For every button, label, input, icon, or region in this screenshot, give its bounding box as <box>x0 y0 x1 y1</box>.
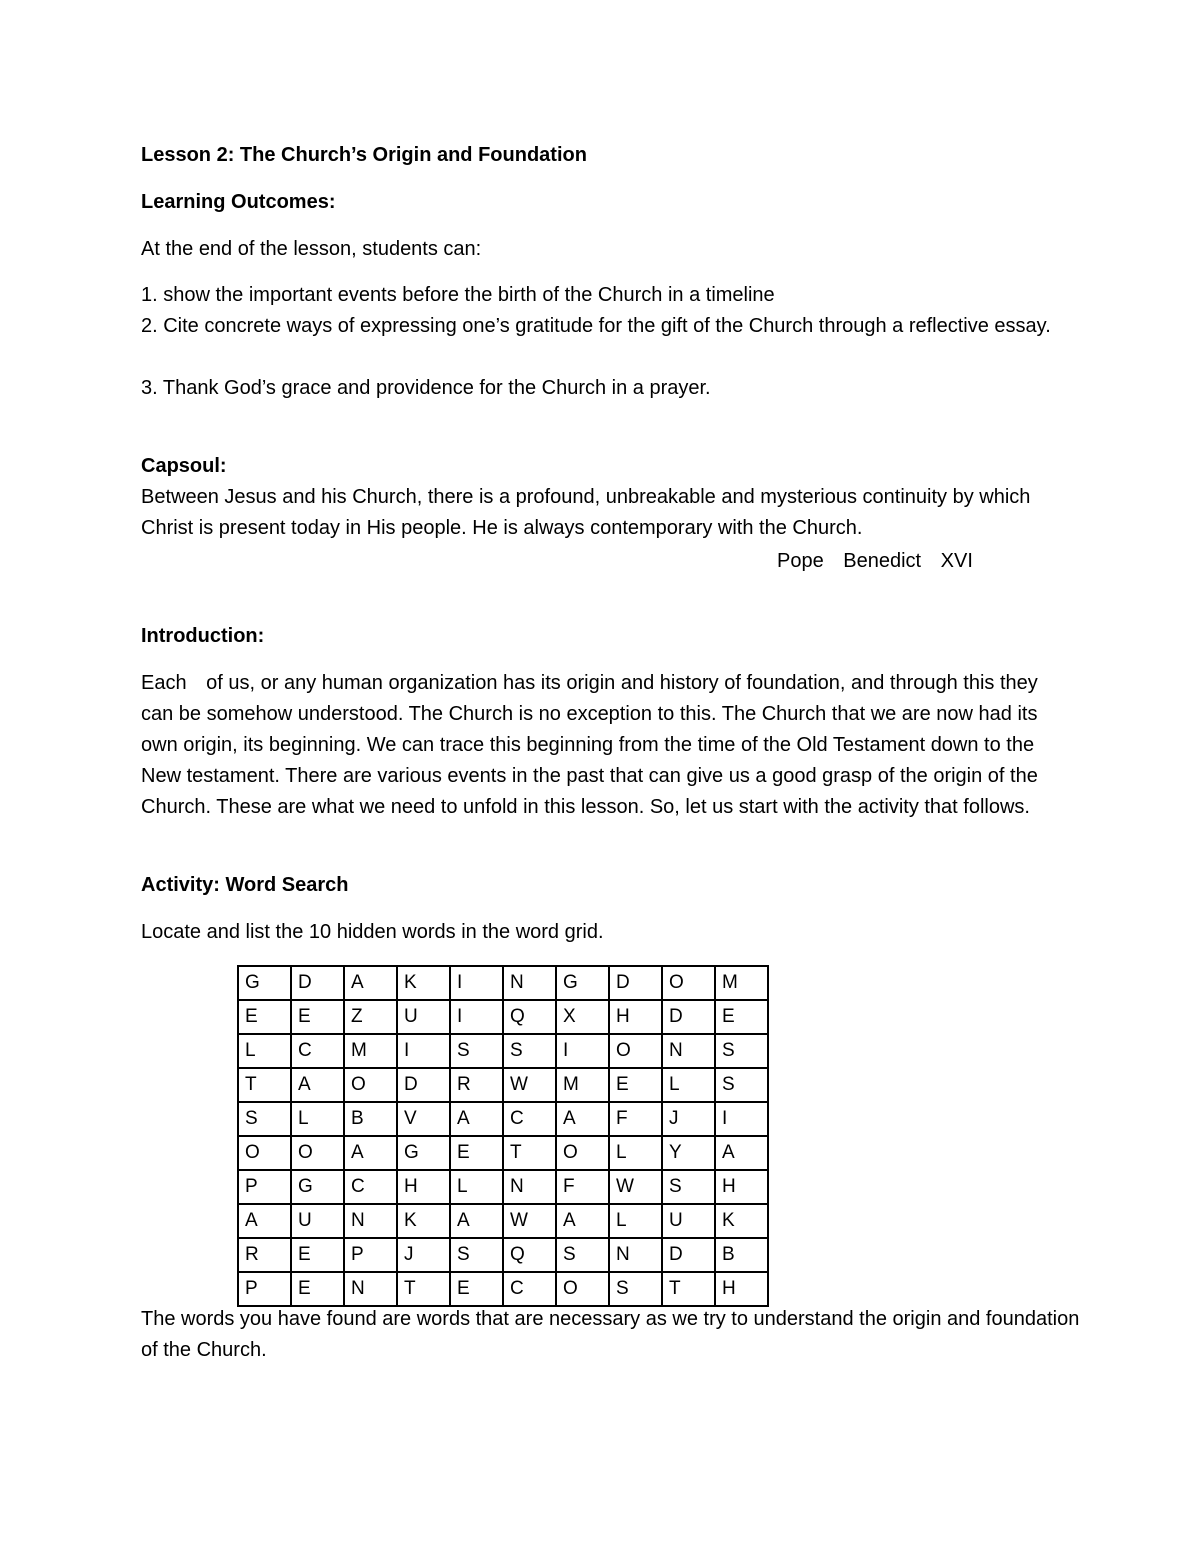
grid-cell: S <box>715 1034 768 1068</box>
grid-cell: C <box>291 1034 344 1068</box>
grid-cell: O <box>556 1136 609 1170</box>
grid-cell: D <box>609 966 662 1000</box>
introduction-body: of us, or any human organization has its origin and history of foundation, and through this they can be somehow understood. The Church is no exception to this. The Church that we are now had its own origin, its beginning. We can trace this beginning from the time of the Old Testament down to the New testament. There are various events in the past that can give us a good grasp of the origin of the Church. These are what we need to unfold in this lesson. So, let us start with the activity that follows. <box>141 672 1038 818</box>
grid-cell: T <box>397 1272 450 1306</box>
grid-row <box>238 1170 768 1204</box>
grid-cell: E <box>238 1000 291 1034</box>
grid-cell: R <box>238 1238 291 1272</box>
grid-cell: O <box>609 1034 662 1068</box>
grid-cell: A <box>715 1136 768 1170</box>
grid-cell: M <box>344 1034 397 1068</box>
grid-cell: L <box>291 1102 344 1136</box>
grid-cell: S <box>609 1272 662 1306</box>
grid-cell: N <box>609 1238 662 1272</box>
grid-cell: D <box>662 1238 715 1272</box>
grid-cell: E <box>609 1068 662 1102</box>
activity-heading: Activity: Word Search <box>141 874 349 896</box>
grid-row <box>238 1136 768 1170</box>
grid-cell: A <box>238 1204 291 1238</box>
grid-cell: E <box>291 1000 344 1034</box>
quote-attribution: Pope Benedict XVI <box>777 550 973 572</box>
introduction-paragraph <box>141 668 1071 823</box>
capsoul-quote: Between Jesus and his Church, there is a profound, unbreakable and mysterious continuity by which Christ is present today in His people. He is always contemporary with the Church. <box>141 486 1031 539</box>
grid-cell: P <box>344 1238 397 1272</box>
grid-cell: U <box>291 1204 344 1238</box>
grid-cell: T <box>662 1272 715 1306</box>
grid-cell: O <box>662 966 715 1000</box>
grid-row <box>238 1068 768 1102</box>
grid-cell: S <box>238 1102 291 1136</box>
grid-cell: W <box>609 1170 662 1204</box>
grid-cell: B <box>344 1102 397 1136</box>
word-search-grid <box>237 965 769 1307</box>
outcome-item-3: 3. Thank God’s grace and providence for the Church in a prayer. <box>141 377 711 399</box>
grid-cell: G <box>556 966 609 1000</box>
grid-cell: N <box>662 1034 715 1068</box>
closing-paragraph: The words you have found are words that are necessary as we try to understand the origin and foundation of the Church. <box>141 1308 1080 1361</box>
grid-cell: C <box>344 1170 397 1204</box>
grid-row <box>238 1000 768 1034</box>
grid-cell: O <box>344 1068 397 1102</box>
grid-cell: O <box>556 1272 609 1306</box>
grid-cell: C <box>503 1102 556 1136</box>
capsoul-heading: Capsoul: <box>141 455 227 477</box>
grid-cell: K <box>397 966 450 1000</box>
grid-cell: H <box>715 1272 768 1306</box>
grid-cell: O <box>238 1136 291 1170</box>
grid-cell: L <box>609 1204 662 1238</box>
grid-cell: N <box>344 1204 397 1238</box>
grid-row <box>238 966 768 1000</box>
grid-cell: A <box>344 1136 397 1170</box>
grid-cell: X <box>556 1000 609 1034</box>
grid-cell: S <box>662 1170 715 1204</box>
grid-cell: W <box>503 1204 556 1238</box>
grid-row <box>238 1034 768 1068</box>
grid-cell: A <box>344 966 397 1000</box>
activity-instruction: Locate and list the 10 hidden words in the word grid. <box>141 921 604 943</box>
grid-cell: N <box>344 1272 397 1306</box>
grid-cell: U <box>397 1000 450 1034</box>
grid-cell: O <box>291 1136 344 1170</box>
outcomes-heading: Learning Outcomes: <box>141 191 336 213</box>
grid-cell: L <box>238 1034 291 1068</box>
grid-cell: D <box>662 1000 715 1034</box>
grid-cell: S <box>556 1238 609 1272</box>
grid-cell: T <box>503 1136 556 1170</box>
grid-cell: A <box>556 1204 609 1238</box>
grid-row <box>238 1102 768 1136</box>
grid-cell: Q <box>503 1000 556 1034</box>
introduction-heading: Introduction: <box>141 625 265 647</box>
grid-cell: M <box>715 966 768 1000</box>
grid-cell: F <box>556 1170 609 1204</box>
grid-cell: S <box>715 1068 768 1102</box>
grid-cell: G <box>238 966 291 1000</box>
grid-cell: V <box>397 1102 450 1136</box>
introduction-first-word: Each <box>141 672 187 694</box>
grid-cell: B <box>715 1238 768 1272</box>
grid-cell: L <box>662 1068 715 1102</box>
grid-cell: H <box>397 1170 450 1204</box>
grid-cell: I <box>556 1034 609 1068</box>
grid-row <box>238 1272 768 1306</box>
grid-cell: E <box>291 1238 344 1272</box>
grid-cell: H <box>715 1170 768 1204</box>
grid-cell: D <box>291 966 344 1000</box>
outcome-item-1: 1. show the important events before the birth of the Church in a timeline <box>141 284 775 306</box>
grid-cell: A <box>556 1102 609 1136</box>
grid-cell: E <box>291 1272 344 1306</box>
grid-cell: N <box>503 966 556 1000</box>
grid-cell: S <box>503 1034 556 1068</box>
grid-cell: I <box>450 1000 503 1034</box>
grid-cell: I <box>450 966 503 1000</box>
grid-cell: E <box>450 1272 503 1306</box>
grid-cell: S <box>450 1034 503 1068</box>
outcome-item-2: 2. Cite concrete ways of expressing one’s gratitude for the gift of the Church through a reflective essay. <box>141 315 1051 337</box>
grid-cell: L <box>609 1136 662 1170</box>
grid-cell: H <box>609 1000 662 1034</box>
grid-cell: C <box>503 1272 556 1306</box>
outcomes-intro: At the end of the lesson, students can: <box>141 238 482 260</box>
grid-cell: R <box>450 1068 503 1102</box>
grid-cell: I <box>397 1034 450 1068</box>
grid-cell: D <box>397 1068 450 1102</box>
grid-cell: J <box>397 1238 450 1272</box>
grid-cell: G <box>397 1136 450 1170</box>
grid-cell: T <box>238 1068 291 1102</box>
grid-cell: P <box>238 1272 291 1306</box>
grid-cell: K <box>397 1204 450 1238</box>
grid-cell: S <box>450 1238 503 1272</box>
grid-cell: A <box>450 1102 503 1136</box>
grid-cell: M <box>556 1068 609 1102</box>
grid-cell: A <box>450 1204 503 1238</box>
grid-row <box>238 1204 768 1238</box>
grid-cell: P <box>238 1170 291 1204</box>
grid-cell: Z <box>344 1000 397 1034</box>
grid-cell: E <box>715 1000 768 1034</box>
grid-cell: I <box>715 1102 768 1136</box>
grid-cell: E <box>450 1136 503 1170</box>
grid-row <box>238 1238 768 1272</box>
grid-cell: N <box>503 1170 556 1204</box>
grid-cell: U <box>662 1204 715 1238</box>
grid-cell: G <box>291 1170 344 1204</box>
grid-cell: F <box>609 1102 662 1136</box>
grid-cell: Y <box>662 1136 715 1170</box>
grid-cell: L <box>450 1170 503 1204</box>
grid-cell: K <box>715 1204 768 1238</box>
grid-cell: W <box>503 1068 556 1102</box>
grid-cell: Q <box>503 1238 556 1272</box>
lesson-title: Lesson 2: The Church’s Origin and Foundation <box>141 144 587 166</box>
grid-cell: J <box>662 1102 715 1136</box>
grid-cell: A <box>291 1068 344 1102</box>
